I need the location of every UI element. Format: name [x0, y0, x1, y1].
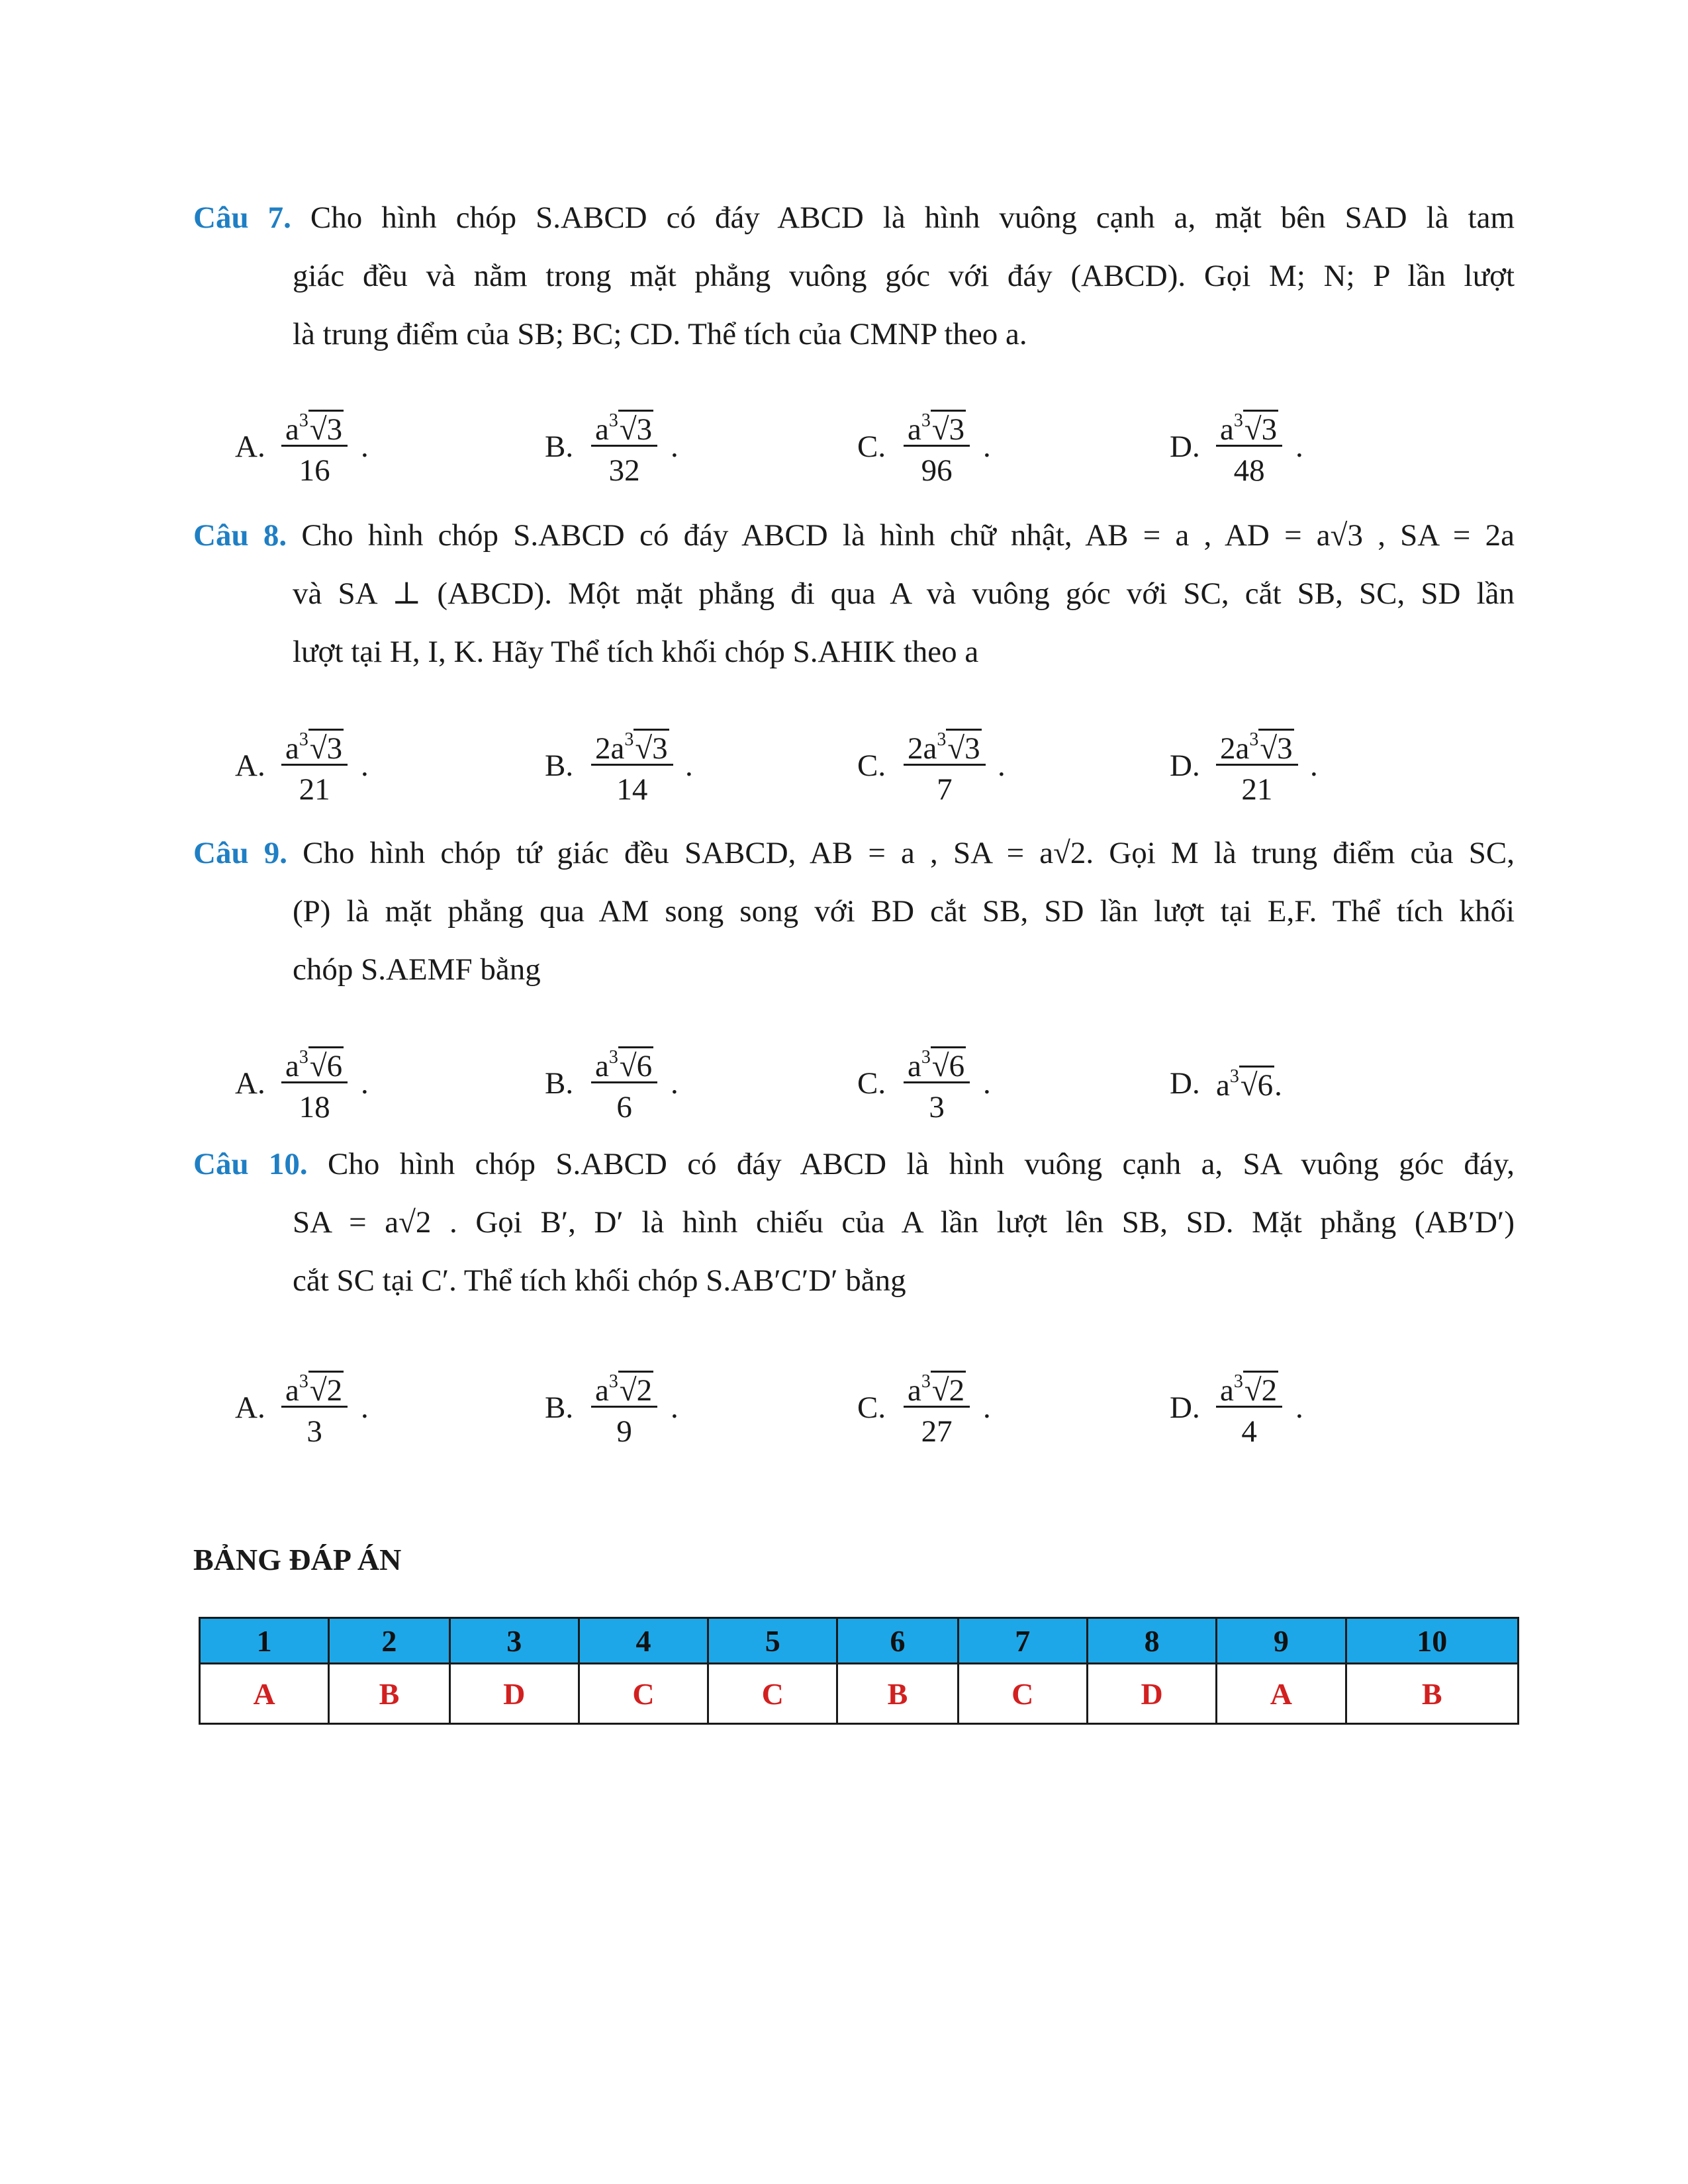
- fraction: $\frac{2a^3√ 3}{7}$: [904, 716, 986, 812]
- fraction: $\frac{2a^3√ 3}{21}$: [1216, 716, 1298, 812]
- question-10-line-2: SA = a√2 . Gọi B′, D′ là hình chiếu của A lần lượt lên SB, SD. Mặt phẳng (AB′D′): [293, 1205, 1515, 1240]
- answer-table-title: BẢNG ĐÁP ÁN: [193, 1543, 402, 1576]
- fraction: $\frac{a^3√ 3}{48}$: [1216, 397, 1282, 493]
- fraction: $\frac{a^3√ 3}{21}$: [281, 716, 348, 812]
- question-number-cell: 8: [1087, 1618, 1216, 1664]
- question-label: Câu 10.: [193, 1147, 308, 1181]
- question-9-line-3: chóp S.AEMF bằng: [293, 952, 541, 987]
- question-number-cell: 1: [200, 1618, 329, 1664]
- question-number-cell: 6: [837, 1618, 958, 1664]
- question-10-line-1: Câu 10. Cho hình chóp S.ABCD có đáy ABCD là hình vuông cạnh a, SA vuông góc đáy,: [193, 1147, 1515, 1181]
- answer-cell: B: [329, 1664, 449, 1724]
- answer-table: [199, 1617, 1519, 1725]
- question-9-options: A. $\frac{a^3√ 6}{18}$ . B. $\frac{a^3√ 6}{6}$ . C. $\frac{a^3√ 6}{3}$ . D. $a^3√$ 6.: [235, 1034, 1360, 1133]
- answer-cell: C: [708, 1664, 837, 1724]
- fraction: $\frac{2a^3√ 3}{14}$: [591, 716, 673, 812]
- answer-cell: A: [200, 1664, 329, 1724]
- answer-table-answer-row: [200, 1664, 1519, 1724]
- fraction: $\frac{a^3√ 2}{27}$: [904, 1358, 970, 1454]
- question-10-options: A. $\frac{a^3√ 2}{3}$ . B. $\frac{a^3√ 2}{9}$ . C. $\frac{a^3√ 2}{27}$ . D. $\frac{a^3√ 2}{4}$ .: [235, 1358, 1360, 1457]
- fraction: $\frac{a^3√ 3}{32}$: [591, 397, 657, 493]
- question-7-line-1: Câu 7. Cho hình chóp S.ABCD có đáy ABCD là hình vuông cạnh a, mặt bên SAD là tam: [193, 201, 1515, 235]
- question-9-line-1: Câu 9. Cho hình chóp tứ giác đều SABCD, AB = a , SA = a√2. Gọi M là trung điểm của SC,: [193, 836, 1515, 870]
- question-8-line-2: và SA ⊥ (ABCD). Một mặt phẳng đi qua A và vuông góc với SC, cắt SB, SC, SD lần: [293, 576, 1515, 611]
- question-number-cell: 7: [958, 1618, 1087, 1664]
- fraction: $\frac{a^3√ 2}{3}$: [281, 1358, 348, 1454]
- fraction: $\frac{a^3√ 6}{6}$: [591, 1034, 657, 1130]
- answer-cell: D: [1087, 1664, 1216, 1724]
- question-8: [193, 506, 1515, 681]
- fraction: $\frac{a^3√ 3}{16}$: [281, 397, 348, 493]
- fraction: $\frac{a^3√ 6}{18}$: [281, 1034, 348, 1130]
- question-9-line-2: (P) là mặt phẳng qua AM song song với BD cắt SB, SD lần lượt tại E,F. Thể tích khối: [293, 894, 1515, 929]
- question-8-line-3: lượt tại H, I, K. Hãy Thể tích khối chóp S.AHIK theo a: [293, 635, 979, 669]
- question-number-cell: 9: [1217, 1618, 1346, 1664]
- question-9: [193, 824, 1515, 999]
- answer-table-header-row: [200, 1618, 1519, 1664]
- fraction: $\frac{a^3√ 3}{96}$: [904, 397, 970, 493]
- question-7-line-2: giác đều và nằm trong mặt phẳng vuông góc với đáy (ABCD). Gọi M; N; P lần lượt: [293, 259, 1515, 293]
- question-label: Câu 8.: [193, 518, 287, 553]
- answer-cell: A: [1217, 1664, 1346, 1724]
- answer-cell: C: [579, 1664, 708, 1724]
- question-number-cell: 2: [329, 1618, 449, 1664]
- question-10: [193, 1135, 1515, 1310]
- fraction: $\frac{a^3√ 2}{4}$: [1216, 1358, 1282, 1454]
- inline-value: $a^3√$ 6.: [1216, 1066, 1282, 1103]
- question-10-line-3: cắt SC tại C′. Thể tích khối chóp S.AB′C′D′ bằng: [293, 1263, 906, 1298]
- question-number-cell: 5: [708, 1618, 837, 1664]
- question-number-cell: 10: [1346, 1618, 1519, 1664]
- question-7: [193, 189, 1515, 363]
- question-label: Câu 7.: [193, 201, 291, 235]
- question-7-options: A. $\frac{a^3√ 3}{16}$ . B. $\frac{a^3√ 3}{32}$ . C. $\frac{a^3√ 3}{96}$ . D. $\frac{a^3√ 3}{48}$ .: [235, 397, 1360, 496]
- fraction: $\frac{a^3√ 6}{3}$: [904, 1034, 970, 1130]
- answer-cell: C: [958, 1664, 1087, 1724]
- question-label: Câu 9.: [193, 836, 287, 870]
- question-7-line-3: là trung điểm của SB; BC; CD. Thể tích của CMNP theo a.: [293, 317, 1027, 351]
- answer-cell: D: [449, 1664, 579, 1724]
- answer-cell: B: [837, 1664, 958, 1724]
- question-8-options: A. $\frac{a^3√ 3}{21}$ . B. $\frac{2a^3√ 3}{14}$ . C. $\frac{2a^3√ 3}{7}$ . D. $\frac{2a^3√ 3}{21}$ .: [235, 716, 1360, 815]
- fraction: $\frac{a^3√ 2}{9}$: [591, 1358, 657, 1454]
- question-number-cell: 4: [579, 1618, 708, 1664]
- question-number-cell: 3: [449, 1618, 579, 1664]
- answer-cell: B: [1346, 1664, 1519, 1724]
- question-8-line-1: Câu 8. Cho hình chóp S.ABCD có đáy ABCD là hình chữ nhật, AB = a , AD = a√3 , SA = 2a: [193, 518, 1515, 553]
